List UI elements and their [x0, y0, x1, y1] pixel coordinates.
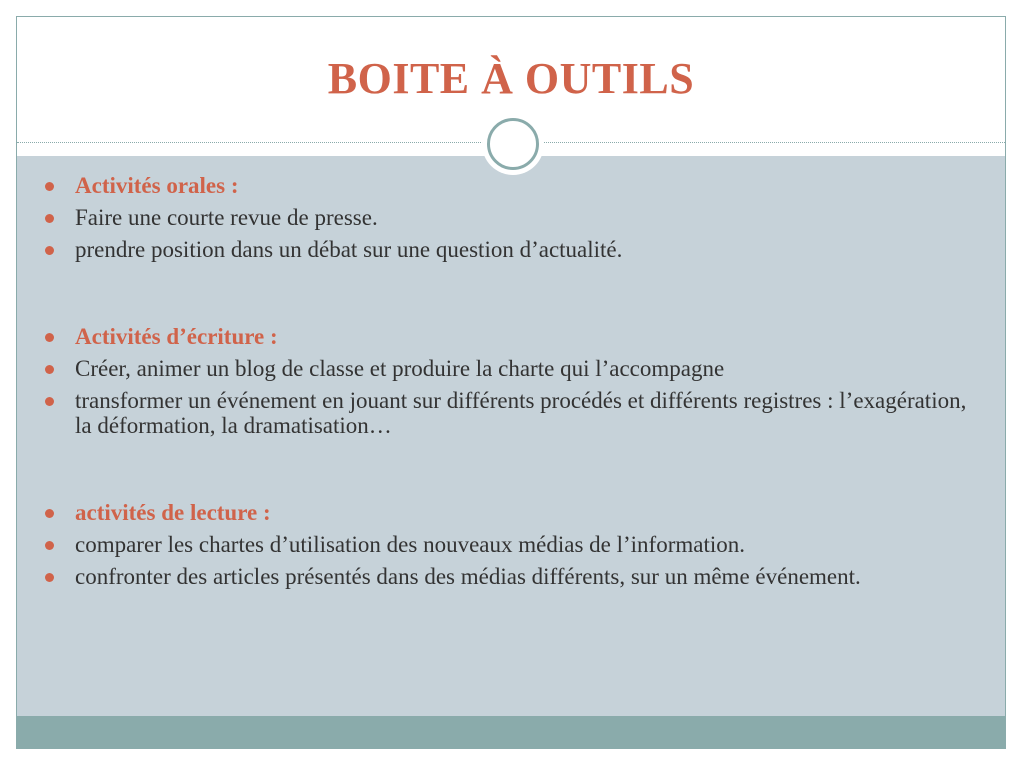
item-text: prendre position dans un débat sur une question d’actualité. [75, 237, 623, 262]
circle-ornament-icon [482, 113, 544, 175]
section-heading-reading [45, 500, 985, 525]
section-heading-writing [45, 324, 985, 349]
slide-title: BOITE À OUTILS [327, 54, 695, 103]
bullet-icon [45, 246, 54, 255]
bullet-icon [45, 365, 54, 374]
slide [16, 16, 1006, 749]
bullet-icon [45, 541, 54, 550]
heading-text: Activités orales : [75, 173, 239, 198]
list-item [45, 237, 985, 262]
item-text: comparer les chartes d’utilisation des nouveaux médias de l’information. [75, 532, 745, 557]
list-item [45, 205, 985, 230]
ring-icon [487, 118, 539, 170]
item-text: transformer un événement en jouant sur différents procédés et différents registres : l’exagération, la déformation, la dramatisation… [75, 388, 967, 438]
heading-text: Activités d’écriture : [75, 324, 278, 349]
bullet-icon [45, 397, 54, 406]
bullet-list [45, 173, 985, 596]
list-item [45, 356, 985, 381]
bullet-icon [45, 214, 54, 223]
list-item [45, 388, 985, 438]
heading-text: activités de lecture : [75, 500, 271, 525]
section-heading-oral [45, 173, 985, 198]
bullet-icon [45, 573, 54, 582]
item-text: confronter des articles présentés dans des médias différents, sur un même événement. [75, 564, 861, 589]
item-text: Faire une courte revue de presse. [75, 205, 378, 230]
list-item [45, 532, 985, 557]
bullet-icon [45, 509, 54, 518]
list-item [45, 564, 985, 589]
item-text: Créer, animer un blog de classe et produire la charte qui l’accompagne [75, 356, 725, 381]
bullet-icon [45, 333, 54, 342]
bullet-icon [45, 182, 54, 191]
footer-bar [17, 716, 1005, 749]
